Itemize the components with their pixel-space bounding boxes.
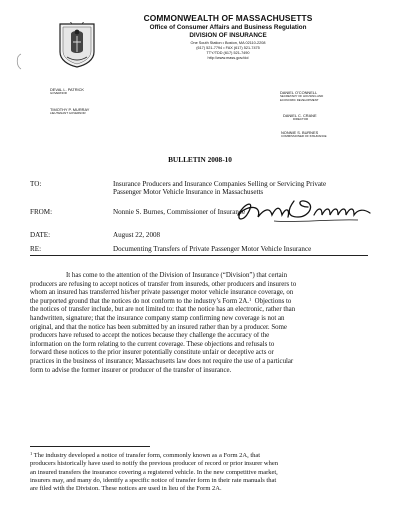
official-commissioner	[281, 130, 327, 139]
body-paragraph	[30, 272, 369, 375]
margin-mark	[14, 52, 24, 72]
tty: TTY/TDD (617) 521-7490	[206, 51, 250, 55]
footnote	[30, 452, 370, 493]
footnote-line: are filed with the Division. These notices are used in lieu of the Form 2A.	[30, 485, 222, 493]
memo-divider	[30, 255, 368, 256]
footnote-line: insurers may, and many do, identify a specific notice of transfer form in their rate manuals that	[30, 476, 277, 484]
body-line-tail: Objections to	[254, 297, 292, 305]
body-line-with-footnote	[30, 298, 369, 307]
from-label: FROM:	[30, 208, 53, 216]
date-value: August 22, 2008	[113, 231, 161, 239]
footnote-line: producers historically have used to notify the previous producer of record or prior insurer when	[30, 460, 279, 468]
official-title: SECRETARY OF HOUSING AND	[280, 94, 324, 98]
footnote-text: The industry developed a notice of transfer form, commonly known as a Form 2A, that	[32, 452, 261, 459]
body-line: producers are refusing to accept notices of transfer from insureds, other producers and insurers to	[30, 280, 297, 288]
state-seal-icon	[58, 22, 96, 68]
official-title: COMMISSIONER OF INSURANCE	[281, 134, 327, 138]
body-line: the purported ground that the notices do not conform to the industry’s Form 2A.	[30, 297, 249, 305]
body-line: information on the form relating to the current coverage. These objections and refusals to	[30, 340, 275, 348]
footnote-marker: 1	[30, 452, 33, 456]
address: One South Station • Boston, MA 02110-2208	[190, 41, 266, 45]
official-title: DIRECTOR	[293, 117, 309, 121]
body-line: forward these notices to the prior insurer potentially constitute unfair or deceptive acts or	[30, 349, 274, 357]
contact-block	[118, 41, 338, 61]
official-name: TIMOTHY P. MURRAY	[50, 107, 90, 112]
from-value: Nonnie S. Burnes, Commissioner of Insurance	[113, 208, 246, 216]
official-name: NONNIE S. BURNES	[281, 130, 319, 135]
body-line: producers have refused to accept the notices because they challenge the accuracy of the	[30, 332, 270, 340]
to-label: TO:	[30, 180, 42, 188]
official-governor	[50, 87, 84, 96]
body-line: It has come to the attention of the Division of Insurance (“Division”) that certain	[66, 272, 288, 279]
to-line-1: Insurance Producers and Insurance Companies Selling or Servicing Private	[113, 180, 327, 188]
division-name: DIVISION OF INSURANCE	[189, 32, 267, 39]
phone-fax: (617) 521-7794 • FAX (617) 521-7475	[196, 46, 260, 50]
bulletin-number: BULLETIN 2008-10	[168, 155, 232, 164]
agency-title: COMMONWEALTH OF MASSACHUSETTS	[143, 13, 313, 23]
to-line-2: Passenger Motor Vehicle Insurance in Massachusetts	[113, 188, 264, 197]
body-line: form to advise the former insurer or producer of the transfer of insurance.	[30, 366, 232, 374]
body-line: whom an insured has transferred his/her private passenger motor vehicle insurance coverage, on	[30, 289, 294, 297]
official-name: DANIEL O'CONNELL	[280, 90, 318, 95]
official-secretary	[280, 90, 323, 102]
official-name: DANIEL C. CRANE	[283, 113, 317, 118]
official-name: DEVAL L. PATRICK	[50, 87, 85, 92]
body-line: handwritten, signature; that the insurance company stamp confirming new coverage is not an	[30, 314, 285, 322]
footnote-divider	[30, 446, 150, 447]
footnote-ref[interactable]: 1	[248, 297, 252, 302]
signature-image	[218, 193, 380, 227]
date-label: DATE:	[30, 231, 51, 239]
official-title: LIEUTENANT GOVERNOR	[50, 111, 86, 115]
official-title: GOVERNOR	[50, 91, 67, 95]
footnote-line: an insured transfers the insurance covering a registered vehicle. In the new competitive market,	[30, 468, 278, 476]
re-label: RE:	[30, 245, 42, 253]
footnote-line-first	[30, 452, 370, 460]
website-link[interactable]: http://www.mass.gov/doi	[207, 56, 249, 60]
official-lt-governor	[50, 107, 89, 116]
re-value: Documenting Transfers of Private Passenger Motor Vehicle Insurance	[113, 245, 312, 253]
body-line: the notices of transfer include, but are not limited to: that the notice has an electronic, rather than	[30, 306, 296, 314]
official-title-line2: ECONOMIC DEVELOPMENT	[280, 97, 319, 102]
official-director	[283, 113, 317, 122]
body-line: original, and that the notice has been submitted by an insured rather than by a producer. Some	[30, 323, 287, 331]
body-line: practices in the business of insurance; Massachusetts law does not require the use of a particular	[30, 357, 294, 365]
office-name: Office of Consumer Affairs and Business Regulation	[149, 24, 307, 31]
